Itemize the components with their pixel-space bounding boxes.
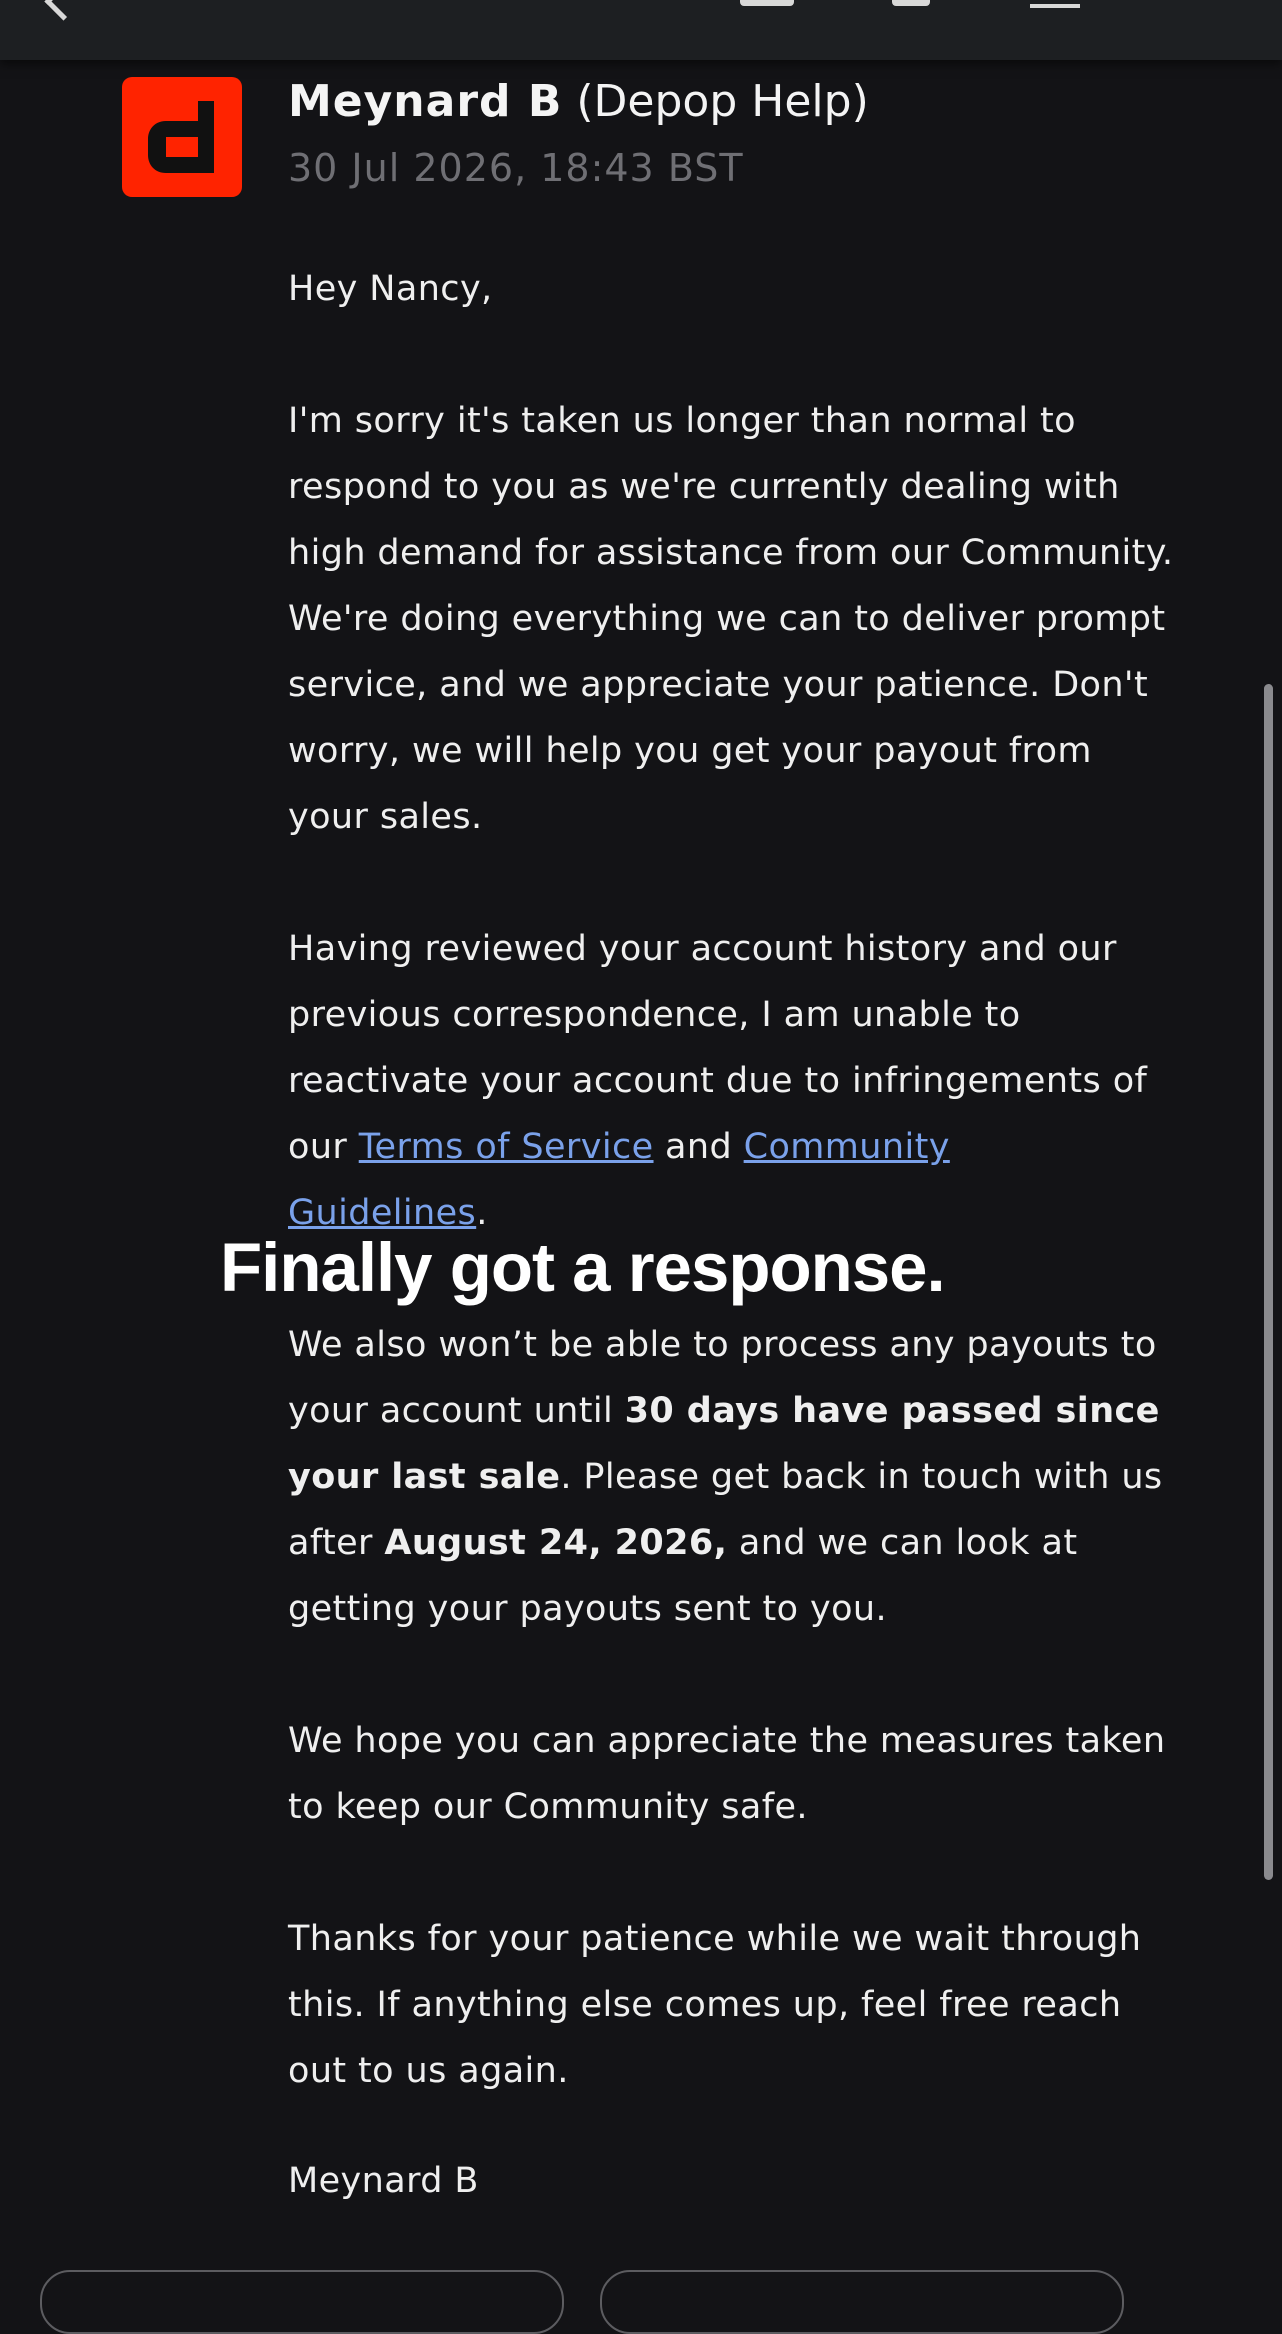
text-fragment: and we can look at — [727, 1523, 1078, 1563]
depop-logo-icon — [122, 77, 242, 197]
text-line: Having reviewed your account history and our — [288, 929, 1117, 969]
toolbar — [0, 0, 1282, 60]
bold-text: your last sale — [288, 1457, 561, 1497]
text-line — [288, 1444, 1228, 1510]
bold-text: 30 days have passed since — [624, 1391, 1160, 1431]
overlay-caption: Finally got a response. — [220, 1229, 945, 1306]
text-fragment: after — [288, 1523, 385, 1563]
text-line: your sales. — [288, 797, 483, 837]
text-line: We're doing everything we can to deliver prompt — [288, 599, 1166, 639]
community-guidelines-link-continued[interactable]: Guidelines — [288, 1193, 477, 1233]
text-fragment: our — [288, 1127, 359, 1167]
text-line: I'm sorry it's taken us longer than normal to — [288, 401, 1076, 441]
text-fragment: . Please get back in touch with us — [560, 1457, 1163, 1497]
text-line: reactivate your account due to infringements of — [288, 1061, 1148, 1101]
text-line: getting your payouts sent to you. — [288, 1589, 888, 1629]
back-arrow-icon[interactable] — [44, 0, 82, 21]
text-line: to keep our Community safe. — [288, 1787, 808, 1827]
sender-avatar[interactable] — [122, 77, 242, 197]
text-line: out to us again. — [288, 2051, 569, 2091]
signature: Meynard B — [288, 2161, 479, 2201]
text-line: high demand for assistance from our Community. — [288, 533, 1174, 573]
greeting: Hey Nancy, — [288, 269, 493, 309]
archive-icon[interactable] — [740, 0, 794, 6]
text-line: We also won’t be able to process any payouts to — [288, 1325, 1157, 1365]
paragraph-1 — [288, 388, 1228, 850]
community-guidelines-link[interactable]: Community — [743, 1127, 950, 1167]
text-line: Thanks for your patience while we wait through — [288, 1919, 1142, 1959]
text-line: previous correspondence, I am unable to — [288, 995, 1021, 1035]
text-line — [288, 1510, 1228, 1576]
sender-name: Meynard B — [288, 76, 563, 127]
text-line: We hope you can appreciate the measures taken — [288, 1721, 1166, 1761]
text-line — [288, 1378, 1228, 1444]
sender-org: (Depop Help) — [576, 76, 869, 127]
text-fragment: . — [476, 1193, 488, 1233]
scrollbar[interactable] — [1264, 684, 1273, 1880]
text-line — [288, 1114, 1228, 1180]
paragraph-3 — [288, 1312, 1228, 1642]
paragraph-5 — [288, 1906, 1228, 2104]
sender-header — [288, 76, 869, 127]
paragraph-2 — [288, 916, 1228, 1246]
message-date: 30 Jul 2026, 18:43 BST — [288, 146, 744, 190]
text-line: this. If anything else comes up, feel free reach — [288, 1985, 1122, 2025]
bold-date: August 24, 2026, — [384, 1523, 728, 1563]
text-line: respond to you as we're currently dealing with — [288, 467, 1120, 507]
text-fragment: your account until — [288, 1391, 625, 1431]
delete-icon[interactable] — [892, 0, 930, 6]
text-line: worry, we will help you get your payout from — [288, 731, 1092, 771]
mail-icon[interactable] — [1030, 0, 1080, 8]
terms-of-service-link[interactable]: Terms of Service — [358, 1127, 654, 1167]
text-line: service, and we appreciate your patience. Don't — [288, 665, 1149, 705]
paragraph-4 — [288, 1708, 1228, 1840]
text-fragment: and — [653, 1127, 744, 1167]
reply-button[interactable] — [40, 2270, 564, 2334]
forward-button[interactable] — [600, 2270, 1124, 2334]
